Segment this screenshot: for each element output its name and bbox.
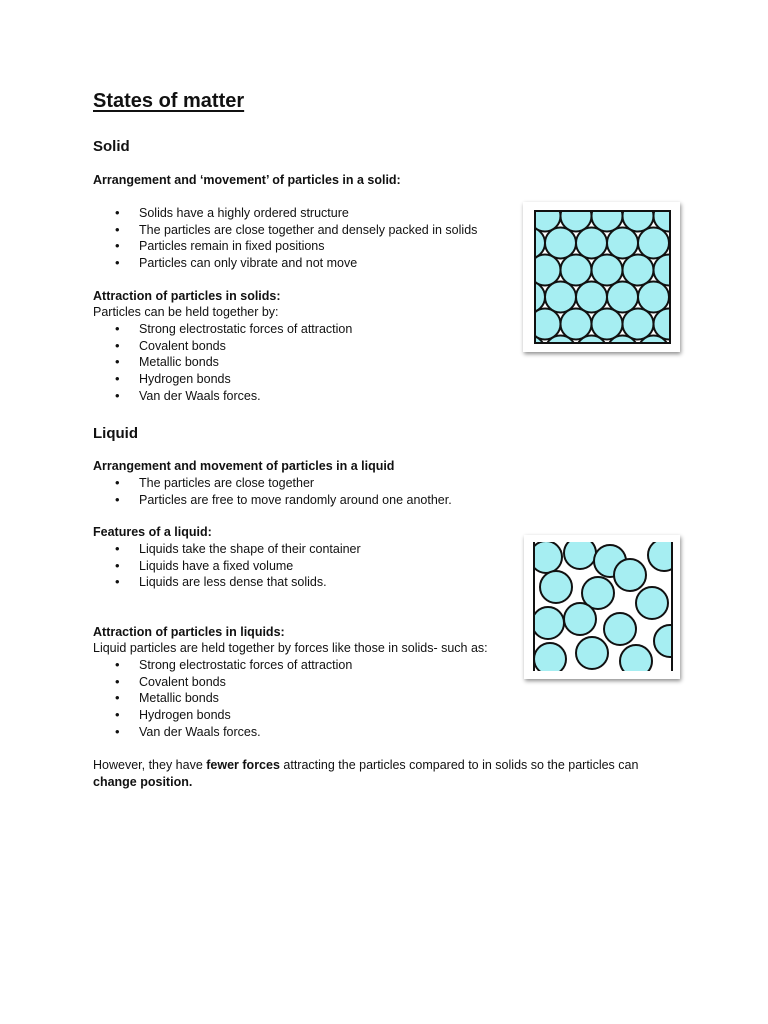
list-item: • Hydrogen bonds <box>93 371 352 388</box>
list-item: • Liquids take the shape of their container <box>93 541 361 558</box>
liquid-particle <box>534 643 566 675</box>
list-item: • Covalent bonds <box>93 674 352 691</box>
liquid-attraction-intro: Liquid particles are held together by forces like those in solids- such as: <box>93 641 488 655</box>
solid-particle <box>576 282 607 313</box>
solid-particle <box>607 228 638 259</box>
solid-particle <box>545 228 576 259</box>
liquid-particle <box>564 537 596 569</box>
solid-particle <box>561 202 592 232</box>
list-item: • Strong electrostatic forces of attraction <box>93 657 352 674</box>
solid-particle <box>638 228 669 259</box>
liquid-particle <box>564 603 596 635</box>
liquid-particle <box>636 587 668 619</box>
liquid-attraction-list <box>93 657 352 741</box>
conclusion-emphasis: fewer forces <box>206 758 280 772</box>
liquid-particle <box>576 637 608 669</box>
page-title: States of matter <box>93 90 245 112</box>
solid-particle <box>592 202 623 232</box>
solid-particles-illustration <box>523 202 680 352</box>
liquid-attraction-heading: Attraction of particles in liquids: <box>93 625 285 639</box>
list-item: • The particles are close together and densely packed in solids <box>93 222 477 239</box>
conclusion-emphasis: change position. <box>93 775 193 789</box>
liquid-features-heading: Features of a liquid: <box>93 525 212 539</box>
liquid-particle <box>540 571 572 603</box>
list-item: • Van der Waals forces. <box>93 724 352 741</box>
solid-particle <box>576 228 607 259</box>
list-item: • Liquids have a fixed volume <box>93 558 361 575</box>
solid-attraction-list <box>93 321 352 405</box>
list-item: • Liquids are less dense that solids. <box>93 574 361 591</box>
conclusion-text: attracting the particles compared to in solids so the particles can <box>279 758 639 772</box>
liquid-arrangement-list <box>93 475 452 508</box>
solid-heading: Solid <box>93 138 130 155</box>
liquid-particle <box>648 539 680 571</box>
list-item: • The particles are close together <box>93 475 452 492</box>
solid-particle <box>592 255 623 286</box>
list-item: • Strong electrostatic forces of attraction <box>93 321 352 338</box>
list-item: • Solids have a highly ordered structure <box>93 205 477 222</box>
solid-particle <box>592 309 623 340</box>
solid-arrangement-heading: Arrangement and ‘movement’ of particles in a solid: <box>93 173 401 187</box>
liquid-particle <box>620 645 652 677</box>
solid-particle <box>607 282 638 313</box>
liquid-particle <box>604 613 636 645</box>
list-item: • Particles remain in fixed positions <box>93 238 477 255</box>
solid-particle <box>623 202 654 232</box>
liquid-particle <box>654 625 680 657</box>
solid-particles-diagram <box>523 202 680 352</box>
list-item: • Metallic bonds <box>93 354 352 371</box>
solid-particle <box>545 282 576 313</box>
list-item: • Covalent bonds <box>93 338 352 355</box>
solid-attraction-intro: Particles can be held together by: <box>93 305 279 319</box>
liquid-particle <box>614 559 646 591</box>
liquid-particles-diagram <box>524 535 680 679</box>
solid-attraction-heading: Attraction of particles in solids: <box>93 289 281 303</box>
conclusion-paragraph <box>93 757 683 791</box>
conclusion-text: However, they have <box>93 758 207 772</box>
list-item: • Hydrogen bonds <box>93 707 352 724</box>
list-item: • Metallic bonds <box>93 690 352 707</box>
list-item: • Particles are free to move randomly around one another. <box>93 492 452 509</box>
liquid-heading: Liquid <box>93 425 138 442</box>
solid-particle <box>638 282 669 313</box>
solid-particle <box>654 255 681 286</box>
liquid-particle <box>532 607 564 639</box>
solid-particle <box>561 309 592 340</box>
liquid-particles-illustration <box>524 535 680 679</box>
liquid-features-list <box>93 541 361 591</box>
solid-particle <box>654 309 681 340</box>
list-item: • Particles can only vibrate and not move <box>93 255 477 272</box>
solid-particle <box>623 255 654 286</box>
list-item: • Van der Waals forces. <box>93 388 352 405</box>
liquid-arrangement-heading: Arrangement and movement of particles in a liquid <box>93 459 395 473</box>
solid-particle <box>623 309 654 340</box>
solid-particle <box>561 255 592 286</box>
solid-arrangement-list <box>93 205 477 272</box>
